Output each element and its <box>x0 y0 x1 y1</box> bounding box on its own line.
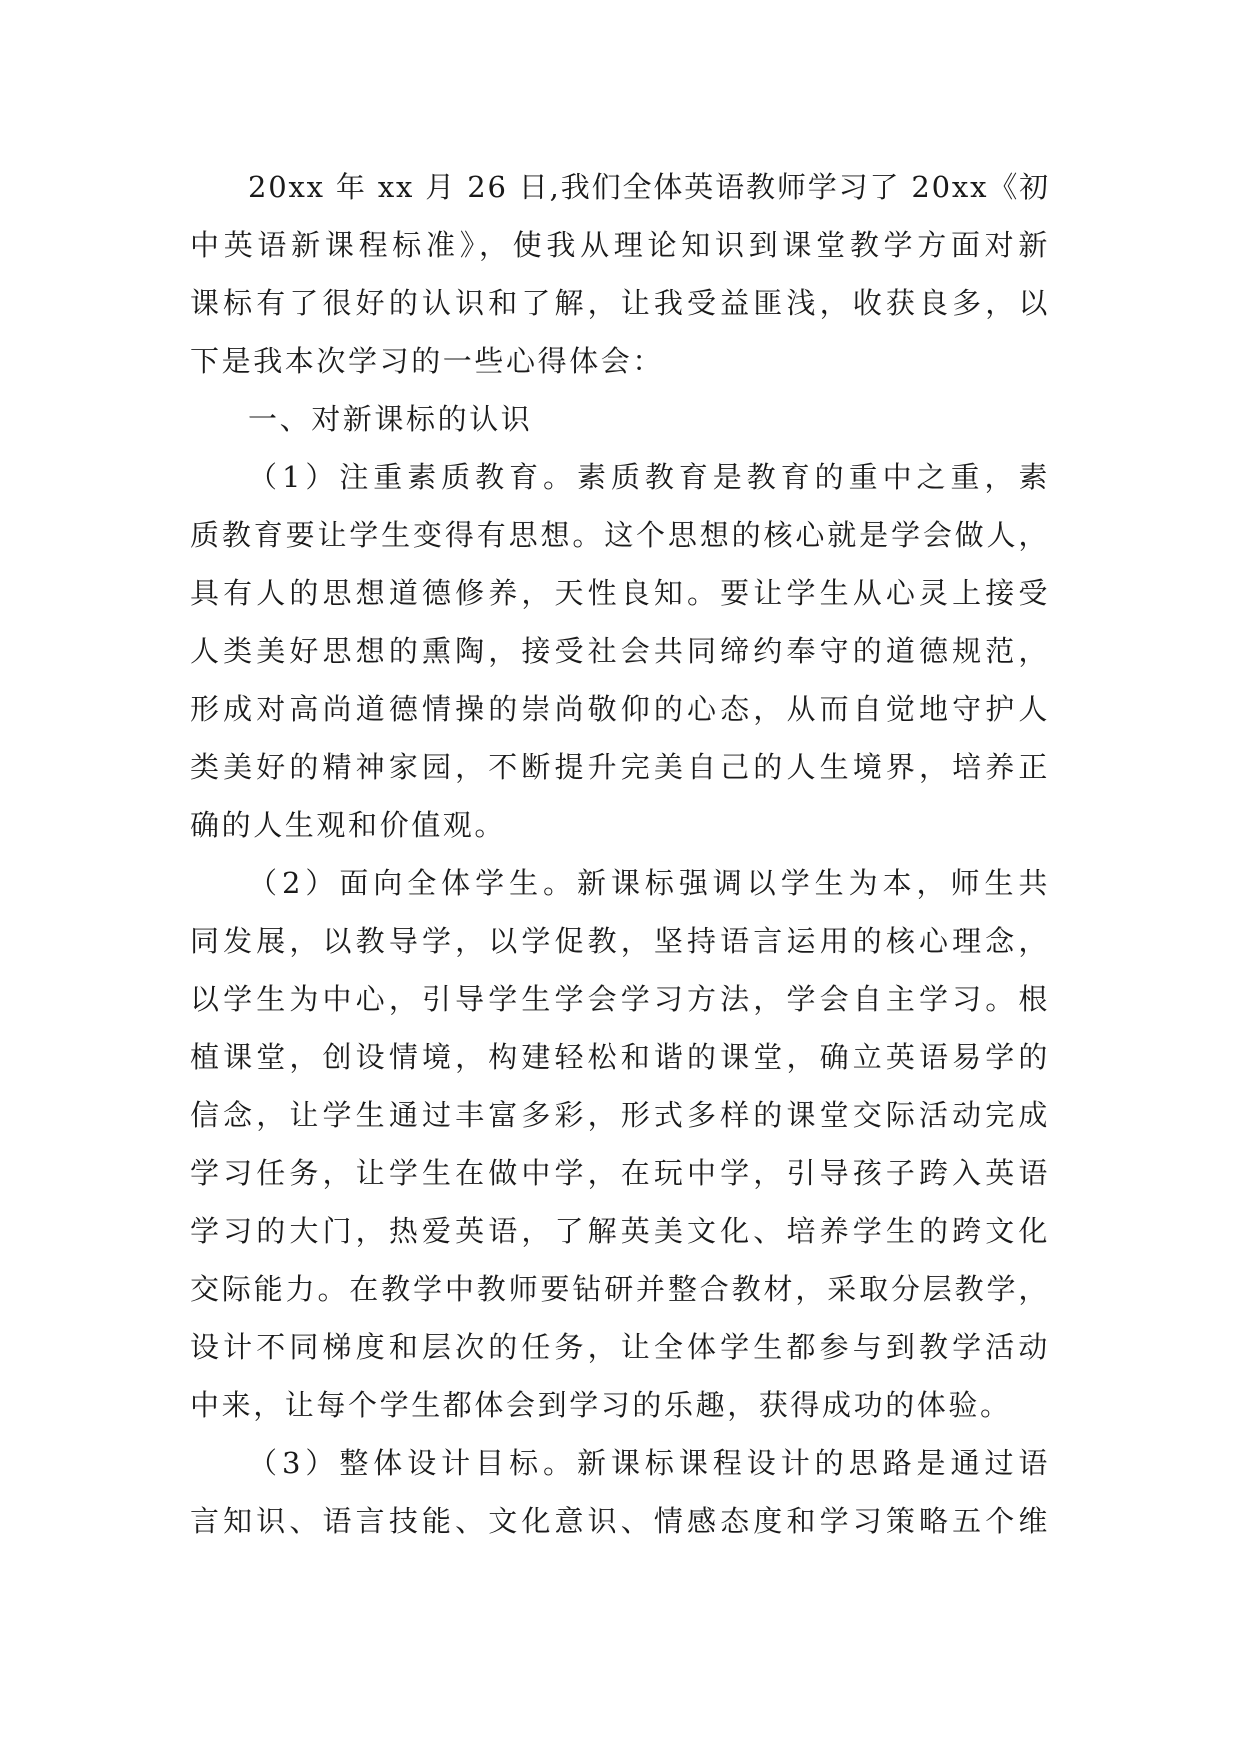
paragraph-1-line-3: 具有人的思想道德修养，天性良知。要让学生从心灵上接受 <box>190 576 1050 610</box>
paragraph-intro-line-4: 下是我本次学习的一些心得体会： <box>190 344 665 378</box>
paragraph-1-line-2: 质教育要让学生变得有思想。这个思想的核心就是学会做人， <box>190 518 1050 552</box>
paragraph-2-line-2: 同发展，以教导学，以学促教，坚持语言运用的核心理念， <box>190 924 1050 958</box>
paragraph-3-line-1: （3）整体设计目标。新课标课程设计的思路是通过语 <box>248 1446 1050 1480</box>
section-heading: 一、对新课标的认识 <box>248 402 533 436</box>
paragraph-1-line-1: （1）注重素质教育。素质教育是教育的重中之重，素 <box>248 460 1050 494</box>
paragraph-2-line-10: 中来，让每个学生都体会到学习的乐趣，获得成功的体验。 <box>190 1388 1012 1422</box>
paragraph-2-line-8: 交际能力。在教学中教师要钻研并整合教材，采取分层教学， <box>190 1272 1050 1306</box>
paragraph-intro-line-3: 课标有了很好的认识和了解，让我受益匪浅，收获良多，以 <box>190 286 1050 320</box>
paragraph-1-line-7: 确的人生观和价值观。 <box>190 808 507 842</box>
paragraph-1-line-4: 人类美好思想的熏陶，接受社会共同缔约奉守的道德规范， <box>190 634 1050 668</box>
paragraph-3-line-2: 言知识、语言技能、文化意识、情感态度和学习策略五个维 <box>190 1504 1050 1538</box>
paragraph-2-line-7: 学习的大门，热爱英语，了解英美文化、培养学生的跨文化 <box>190 1214 1050 1248</box>
paragraph-2-line-9: 设计不同梯度和层次的任务，让全体学生都参与到教学活动 <box>190 1330 1050 1364</box>
paragraph-2-line-5: 信念，让学生通过丰富多彩，形式多样的课堂交际活动完成 <box>190 1098 1050 1132</box>
paragraph-2-line-3: 以学生为中心，引导学生学会学习方法，学会自主学习。根 <box>190 982 1050 1016</box>
paragraph-1-line-5: 形成对高尚道德情操的崇尚敬仰的心态，从而自觉地守护人 <box>190 692 1050 726</box>
paragraph-2-line-1: （2）面向全体学生。新课标强调以学生为本，师生共 <box>248 866 1050 900</box>
paragraph-intro-line-2: 中英语新课程标准》，使我从理论知识到课堂教学方面对新 <box>190 228 1050 262</box>
paragraph-1-line-6: 类美好的精神家园，不断提升完美自己的人生境界，培养正 <box>190 750 1050 784</box>
paragraph-2-line-6: 学习任务，让学生在做中学，在玩中学，引导孩子跨入英语 <box>190 1156 1050 1190</box>
paragraph-2-line-4: 植课堂，创设情境，构建轻松和谐的课堂，确立英语易学的 <box>190 1040 1050 1074</box>
paragraph-intro-line-1: 20xx 年 xx 月 26 日,我们全体英语教师学习了 20xx《初 <box>248 170 1050 204</box>
